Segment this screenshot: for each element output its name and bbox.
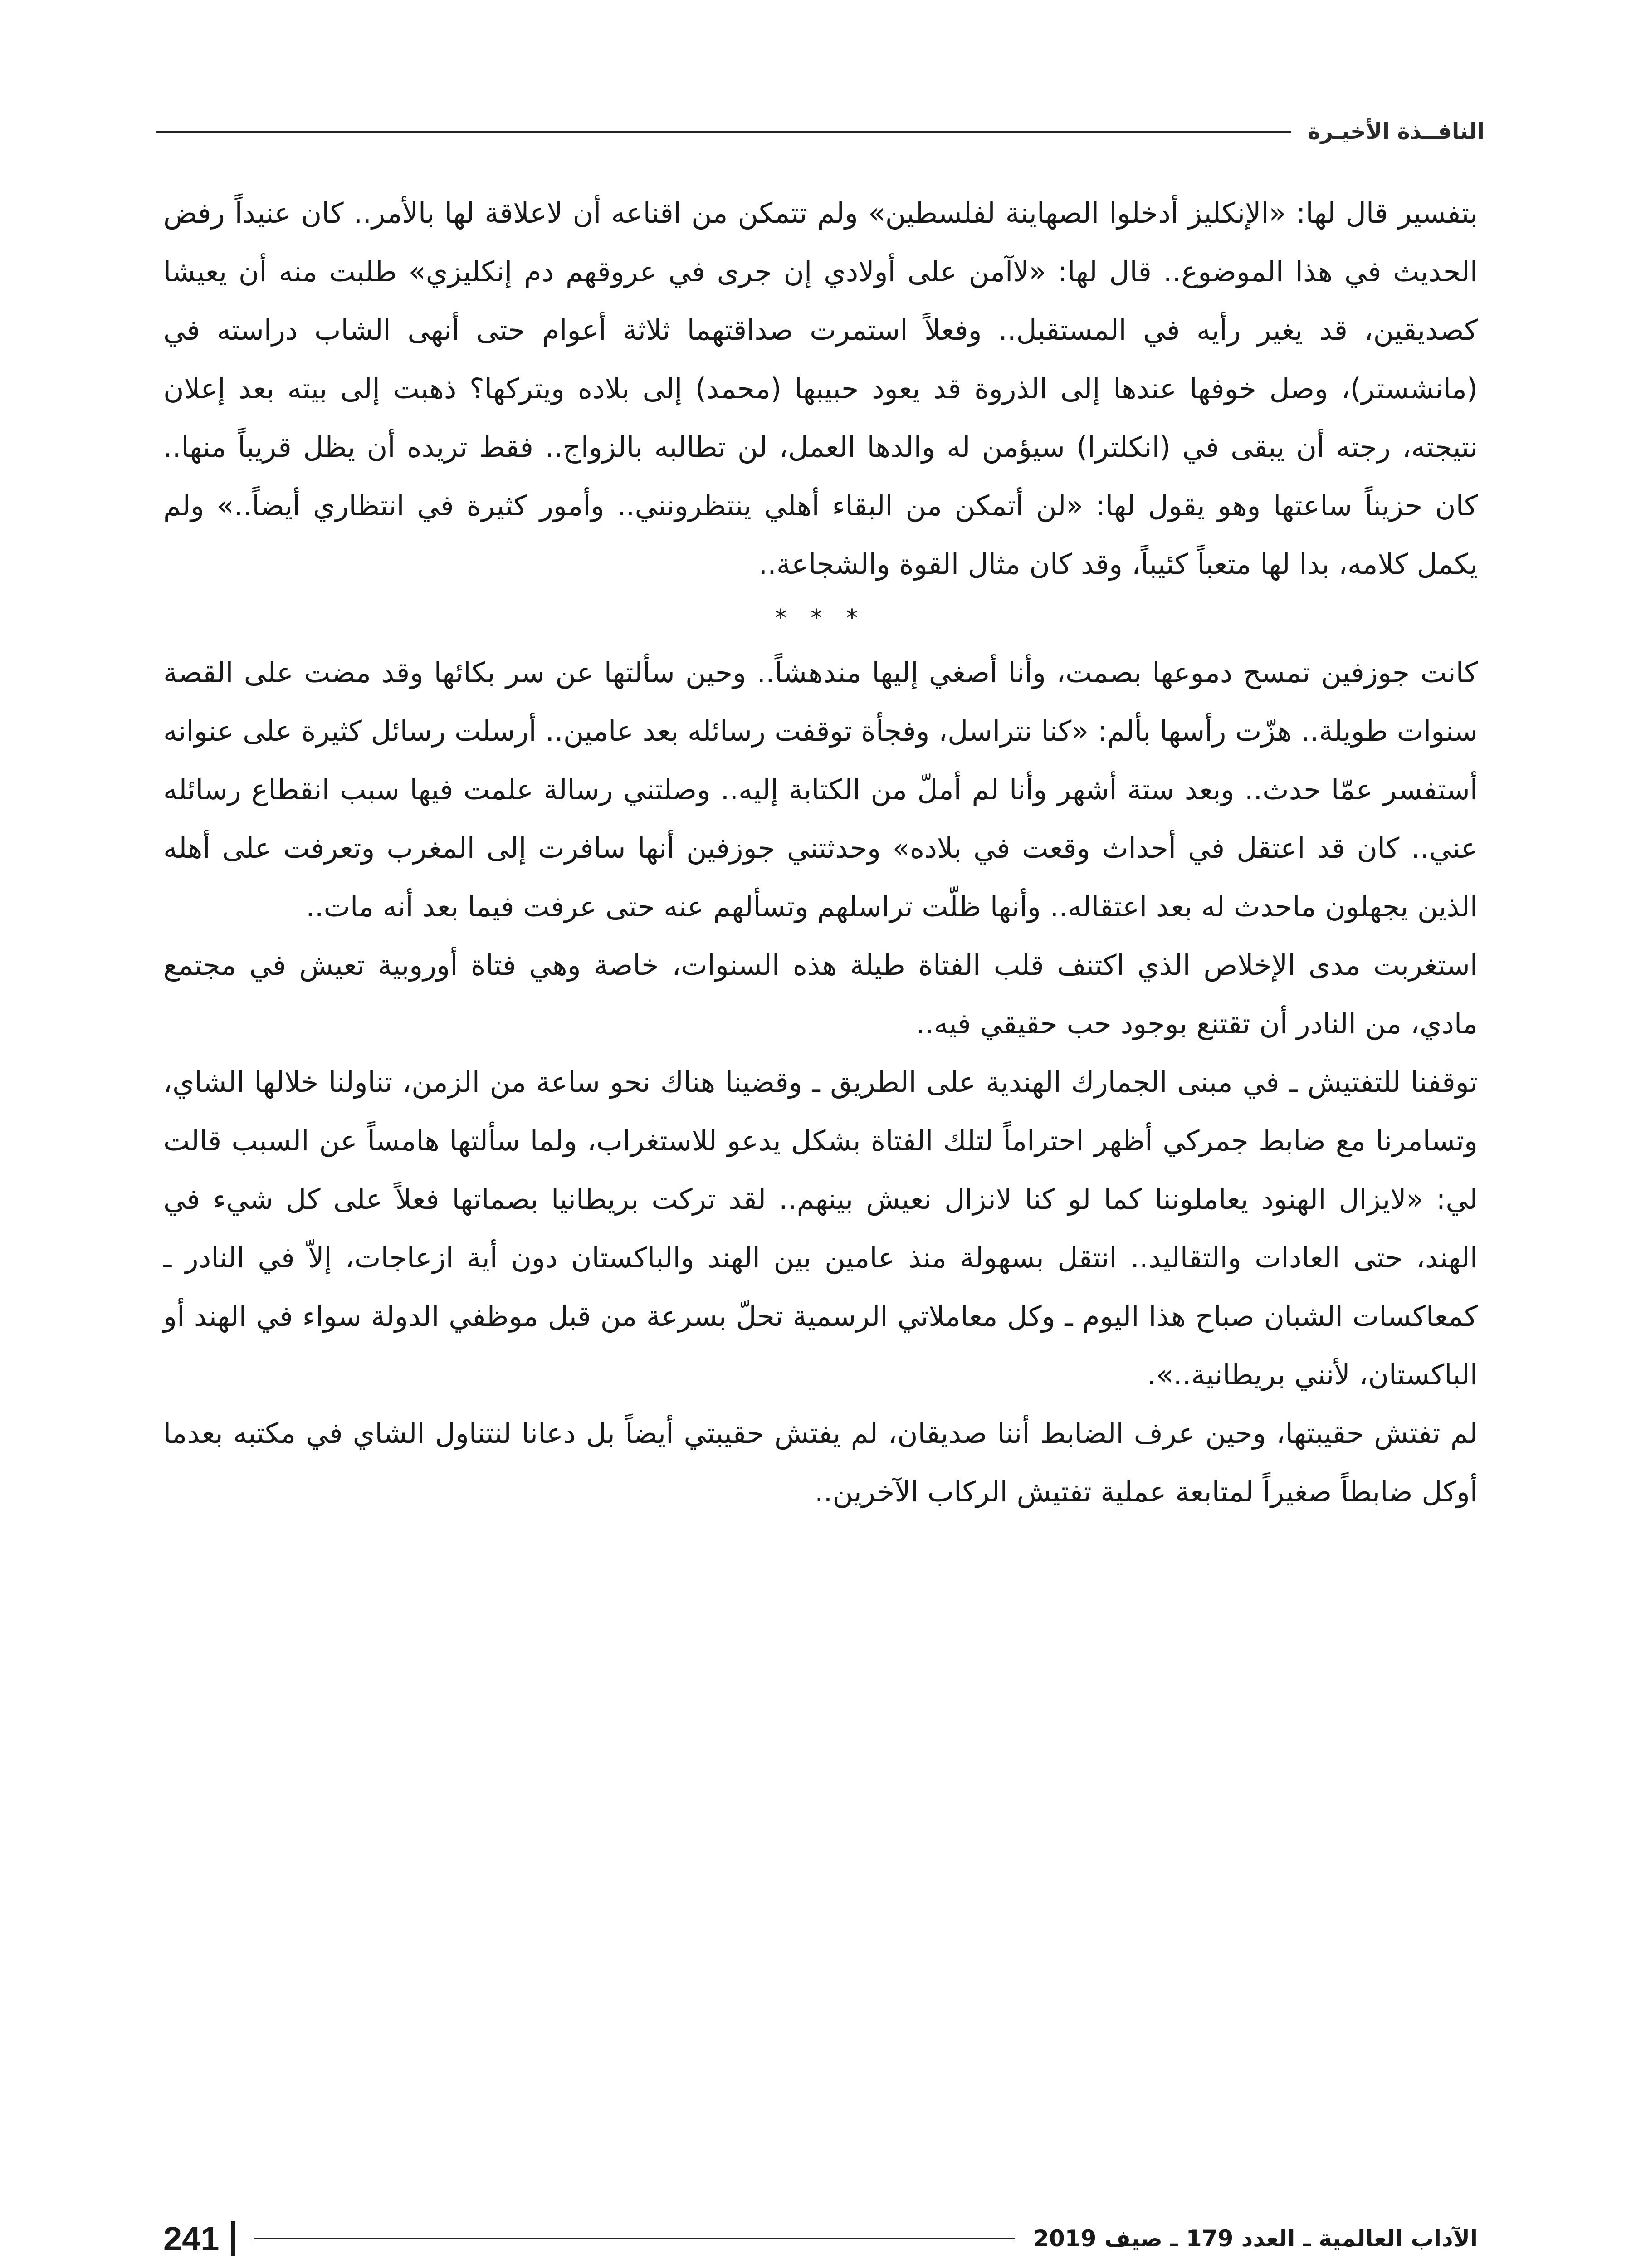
- paragraph-4: توقفنا للتفتيش ـ في مبنى الجمارك الهندية على الطريق ـ وقضينا هناك نحو ساعة من الزمن، تناولنا خلالها الشاي، وتسامرنا مع ضابط جمركي أظهر احتراماً لتلك الفتاة بشكل يدعو للاستغراب، ولما سألتها هامساً عن السبب قالت لي: «لايزال الهنود يعاملوننا كما لو كنا لانزال نعيش بينهم.. لقد تركت بريطانيا بصماتها فعلاً على كل شيء في الهند، حتى العادات والتقاليد.. انتقل بسهولة منذ عامين بين الهند والباكستان دون أية ازعاجات، إلاّ في النادر ـ كمعاكسات الشبان صباح هذا اليوم ـ وكل معاملاتي الرسمية تحلّ بسرعة من قبل موظفي الدولة سواء في الهند أو الباكستان، لأنني بريطانية..».: [163, 1066, 1478, 1391]
- journal-info: الآداب العالمية ـ العدد 179 ـ صيف 2019: [1033, 2225, 1478, 2252]
- section-separator: * * *: [775, 605, 866, 632]
- page-number-divider: [231, 2221, 235, 2256]
- paragraph-1: بتفسير قال لها: «الإنكليز أدخلوا الصهاينة لفلسطين» ولم تتمكن من اقناعه أن لاعلاقة لها بالأمر.. كان عنيداً رفض الحديث في هذا الموضوع.. قال لها: «لاآمن على أولادي إن جرى في عروقهم دم إنكليزي» طلبت منه أن يعيشا كصديقين، قد يغير رأيه في المستقبل.. وفعلاً استمرت صداقتهما ثلاثة أعوام حتى أنهى الشاب دراسته في (مانشستر)، وصل خوفها عندها إلى الذروة قد يعود حبيبها (محمد) إلى بلاده ويتركها؟ ذهبت إلى بيته بعد إعلان نتيجته، رجته أن يبقى في (انكلترا) سيؤمن له والدها العمل، لن تطالبه بالزواج.. فقط تريده أن يظل قريباً منها.. كان حزيناً ساعتها وهو يقول لها: «لن أتمكن من البقاء أهلي ينتظرونني.. وأمور كثيرة في انتظاري أيضاً..» ولم يكمل كلامه، بدا لها متعباً كئيباً، وقد كان مثال القوة والشجاعة..: [163, 196, 1478, 581]
- paragraph-5: لم تفتش حقيبتها، وحين عرف الضابط أننا صديقان، لم يفتش حقيبتي أيضاً بل دعانا لنتناول الشاي في مكتبه بعدما أوكل ضابطاً صغيراً لمتابعة عملية تفتيش الركاب الآخرين..: [163, 1417, 1478, 1508]
- paragraph-2: كانت جوزفين تمسح دموعها بصمت، وأنا أصغي إليها مندهشاً.. وحين سألتها عن سر بكائها وقد مضت على القصة سنوات طويلة.. هزّت رأسها بألم: «كنا نتراسل، وفجأة توقفت رسائله بعد عامين.. أرسلت رسائل كثيرة على عنوانه أستفسر عمّا حدث.. وبعد ستة أشهر وأنا لم أملّ من الكتابة إليه.. وصلتني رسالة علمت فيها سبب انقطاع رسائله عني.. كان قد اعتقل في أحداث وقعت في بلاده» وحدثتني جوزفين أنها سافرت إلى المغرب وتعرفت على أهله الذين يجهلون ماحدث له بعد اعتقاله.. وأنها ظلّت تراسلهم وتسألهم عنه حتى عرفت فيما بعد أنه مات..: [163, 656, 1478, 923]
- article-body: [163, 184, 1478, 1521]
- page-number: 241: [163, 2219, 220, 2258]
- page-footer: [163, 2214, 1478, 2263]
- footer-rule: [254, 2238, 1015, 2239]
- paragraph-3: استغربت مدى الإخلاص الذي اكتنف قلب الفتاة طيلة هذه السنوات، خاصة وهي فتاة أوروبية تعيش في مجتمع مادي، من النادر أن تقتنع بوجود حب حقيقي فيه..: [163, 948, 1478, 1040]
- running-title: النافــذة الأخيـرة: [1307, 119, 1485, 144]
- running-header: [156, 111, 1485, 152]
- header-rule: [156, 131, 1291, 133]
